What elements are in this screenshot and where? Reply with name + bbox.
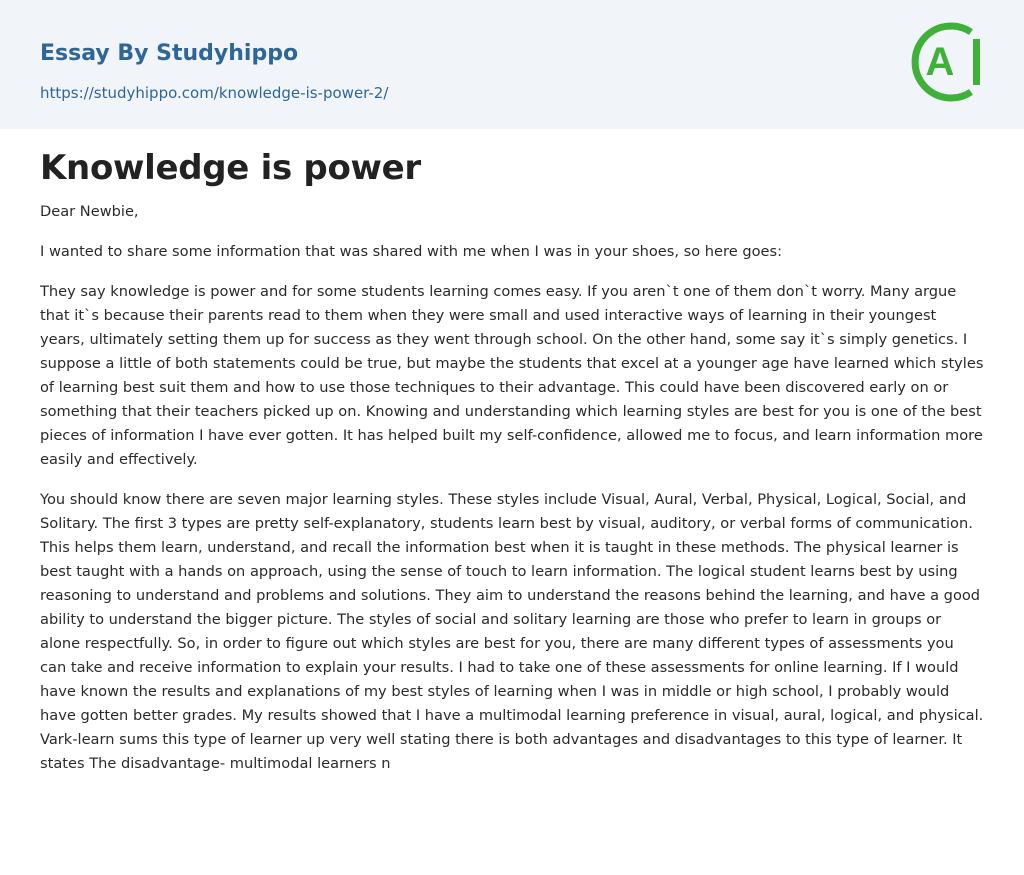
article-paragraph: I wanted to share some information that was shared with me when I was in your shoes, so here goes: — [40, 243, 783, 260]
article-paragraph: Dear Newbie, — [40, 203, 139, 220]
article-title: Knowledge is power — [40, 148, 421, 188]
logo-letter: A — [925, 40, 955, 84]
article-paragraph: You should know there are seven major learning styles. These styles include Visual, Aural, Verbal, Physical, Logical, Social, and Solitary. The first 3 types are pretty self-explanatory, students learn best by visual, auditory, or verbal forms of communication. This helps them learn, understand, and recall the information best when it is taught in these methods. The physical learner is best taught with a hands on approach, using the sense of touch to learn information. The logical student learns best by using reasoning to understand and problems and solutions. They aim to understand the reasons behind the learning, and have a good ability to understand the bigger picture. The styles of social and solitary learning are those who prefer to learn in groups or alone respectfully. So, in order to figure out which styles are best for you, there are many different types of assessments you can take and receive information to explain your results. I had to take one of these assessments for online learning. If I would have known the results and explanations of my best styles of learning when I was in middle or high school, I probably would have gotten better grades. My results showed that I have a multimodal learning preference in visual, aural, logical, and physical. Vark-learn sums this type of learner up very well stating there is both advantages and disadvantages to this type of learner. It states The disadvantage- multimodal learners n — [40, 491, 984, 772]
article — [40, 146, 984, 792]
studyhippo-logo-icon — [911, 18, 987, 106]
brand-title: Essay By Studyhippo — [40, 41, 299, 66]
page-url-link[interactable]: https://studyhippo.com/knowledge-is-power-2/ — [40, 84, 389, 102]
article-paragraph: They say knowledge is power and for some students learning comes easy. If you aren`t one of them don`t worry. Many argue that it`s because their parents read to them when they were small and used interactive ways of learning in their youngest years, ultimately setting them up for success as they went through school. On the other hand, some say it`s simply genetics. I suppose a little of both statements could be true, but maybe the students that excel at a younger age have learned which styles of learning best suit them and how to use those techniques to their advantage. This could have been discovered early on or something that their teachers picked up on. Knowing and understanding which learning styles are best for you is one of the best pieces of information I have ever gotten. It has helped built my self-confidence, allowed me to focus, and learn information more easily and effectively. — [40, 283, 984, 468]
site-header — [0, 0, 1024, 129]
